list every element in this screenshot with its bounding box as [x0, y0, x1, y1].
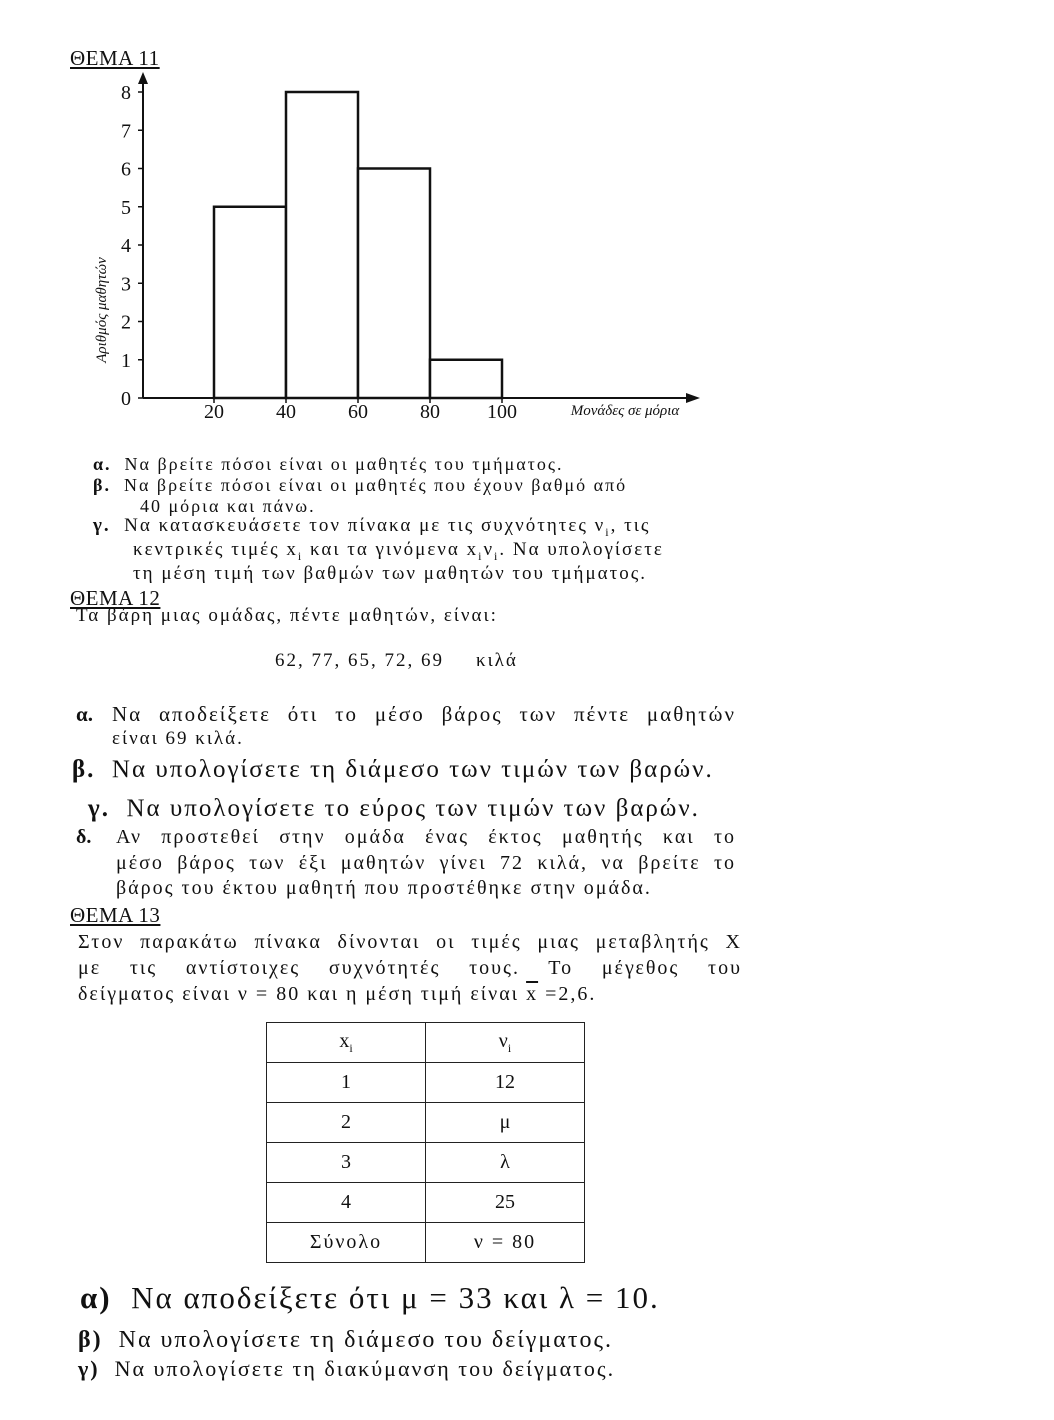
y-tick-label: 8 [121, 82, 131, 104]
table-cell: 25 [426, 1183, 585, 1223]
q-text: Αν προστεθεί στην ομάδα ένας έκτος μαθητής και το [116, 826, 736, 848]
histogram-bar [358, 169, 430, 399]
x-tick-label: 20 [204, 401, 224, 423]
intro-text: =2,6. [538, 983, 597, 1005]
y-tick-label: 5 [121, 196, 131, 219]
header-text: ν [498, 1029, 508, 1052]
header-text: x [339, 1029, 350, 1052]
theme13-intro-line2: με τις αντίστοιχες συχνότητές τους. Το μέγεθος του [78, 957, 742, 979]
theme12-question-a-line2: είναι 69 κιλά. [112, 728, 244, 749]
theme11-heading: ΘΕΜΑ 11 [70, 46, 160, 70]
subscript: i [507, 1040, 512, 1055]
subscript: i [349, 1040, 353, 1055]
q-text: Να αποδείξετε ότι το μέσο βάρος των πέντε μαθητών [112, 702, 736, 726]
histogram-bar [286, 92, 358, 398]
y-tick-label: 2 [121, 311, 131, 334]
x-tick-label: 40 [276, 401, 296, 423]
table-cell: 1 [267, 1063, 426, 1103]
y-tick-label: 3 [121, 273, 131, 296]
q-label: β) [78, 1327, 103, 1353]
subscript: i [297, 548, 304, 563]
table-row [267, 1223, 585, 1263]
q-text: Να υπολογίσετε τη διάμεσο των τιμών των βαρών. [111, 756, 714, 783]
q-text: . Να υπολογίσετε [499, 539, 664, 560]
table-cell: λ [426, 1143, 585, 1183]
x-tick-label: 60 [348, 401, 368, 423]
theme13-question-c [78, 1356, 615, 1382]
theme12-intro: Τα βάρη μιας ομάδας, πέντε μαθητών, είναι: [76, 605, 498, 626]
y-axis-arrow [138, 72, 148, 84]
q-text: Να κατασκευάσετε τον πίνακα με τις συχνότητες ν [124, 515, 606, 536]
theme13-question-b [78, 1327, 613, 1354]
x-tick-label: 80 [420, 401, 440, 423]
q-label: β. [72, 756, 96, 783]
theme11-question-c [93, 515, 650, 540]
table-header-cell [267, 1023, 426, 1063]
y-tick-label: 0 [121, 388, 131, 410]
theme11-question-b [93, 475, 627, 496]
theme11-question-a [93, 454, 564, 475]
table-row [267, 1183, 585, 1223]
table-row [267, 1063, 585, 1103]
mean-symbol: $\overline{x}$ [526, 983, 539, 1005]
theme13-heading: ΘΕΜΑ 13 [70, 903, 161, 927]
y-axis-label: Αριθμός μαθητών [94, 257, 110, 363]
table-row [267, 1103, 585, 1143]
table-cell: 2 [267, 1103, 426, 1143]
q-label: γ. [93, 515, 111, 536]
q-label: α) [80, 1280, 112, 1315]
x-tick-label: 100 [487, 401, 517, 423]
table-cell: μ [426, 1103, 585, 1143]
weights-unit: κιλά [476, 650, 518, 671]
q-label: α. [93, 454, 112, 474]
x-axis-label: Μονάδες σε μόρια [570, 403, 680, 419]
q-label: β. [93, 475, 111, 495]
q-text: Να αποδείξετε ότι μ = 33 και λ = 10. [131, 1280, 660, 1315]
intro-text: δείγματος είναι ν = 80 και η μέση τιμή είναι [78, 983, 527, 1005]
table-header-row [267, 1023, 585, 1063]
histogram-chart [0, 70, 760, 430]
table-header-cell [426, 1023, 585, 1063]
q-text: και τα γινόμενα x [303, 539, 479, 560]
table-cell: Σύνολο [267, 1223, 426, 1263]
theme11-question-c-line2 [133, 539, 664, 564]
theme11-question-b-line2: 40 μόρια και πάνω. [140, 496, 316, 516]
q-text: Να υπολογίσετε τη διακύμανση του δείγματος. [114, 1356, 616, 1381]
x-axis-arrow [686, 393, 700, 403]
q-label: γ. [88, 795, 110, 822]
theme12-question-c [88, 795, 700, 823]
q-label: γ) [78, 1356, 100, 1381]
theme12-question-d-line2: μέσο βάρος των έξι μαθητών γίνει 72 κιλά, να βρείτε το [116, 852, 736, 874]
table-cell: 3 [267, 1143, 426, 1183]
theme11-question-c-line3: τη μέση τιμή των βαθμών των μαθητών του τμήματος. [133, 563, 648, 584]
histogram-bar [214, 207, 286, 398]
q-label: α. [76, 702, 93, 726]
theme13-intro-line3 [78, 983, 596, 1006]
table-cell: ν = 80 [426, 1223, 585, 1263]
theme12-question-a [76, 702, 736, 727]
q-text: Να υπολογίσετε το εύρος των τιμών των βαρών. [126, 795, 700, 822]
q-label: δ. [76, 826, 92, 848]
weights-values: 62, 77, 65, 72, 69 [275, 650, 444, 671]
subscript: i [494, 548, 500, 563]
theme12-question-b [72, 756, 714, 784]
y-tick-label: 1 [121, 349, 131, 372]
theme12-question-d-line3: βάρος του έκτου μαθητή που προστέθηκε στην ομάδα. [116, 877, 652, 899]
q-line [76, 702, 736, 727]
frequency-table [266, 1022, 585, 1263]
y-tick-label: 6 [121, 158, 131, 181]
y-tick-label: 7 [121, 120, 131, 143]
table-cell: 12 [426, 1063, 585, 1103]
theme12-question-d [76, 826, 736, 849]
q-text: κεντρικές τιμές x [133, 539, 298, 560]
table-cell: 4 [267, 1183, 426, 1223]
q-text: Να βρείτε πόσοι είναι οι μαθητές που έχουν βαθμό από [123, 475, 628, 495]
subscript: i [478, 548, 484, 563]
y-tick-label: 4 [121, 235, 131, 257]
subscript: i [605, 524, 611, 539]
q-text: Να υπολογίσετε τη διάμεσο του δείγματος. [118, 1327, 613, 1353]
q-text: , τις [610, 515, 651, 536]
theme12-heading: ΘΕΜΑ 12 [70, 586, 161, 610]
histogram-bar [430, 360, 502, 398]
theme12-values [275, 650, 518, 672]
theme13-question-a [80, 1280, 660, 1316]
table-row [267, 1143, 585, 1183]
q-text: Να βρείτε πόσοι είναι οι μαθητές του τμήματος. [124, 454, 564, 474]
q-line [76, 826, 736, 849]
q-text: ν [483, 539, 495, 560]
theme13-intro-line1: Στον παρακάτω πίνακα δίνονται οι τιμές μιας μεταβλητής Χ [78, 931, 742, 953]
